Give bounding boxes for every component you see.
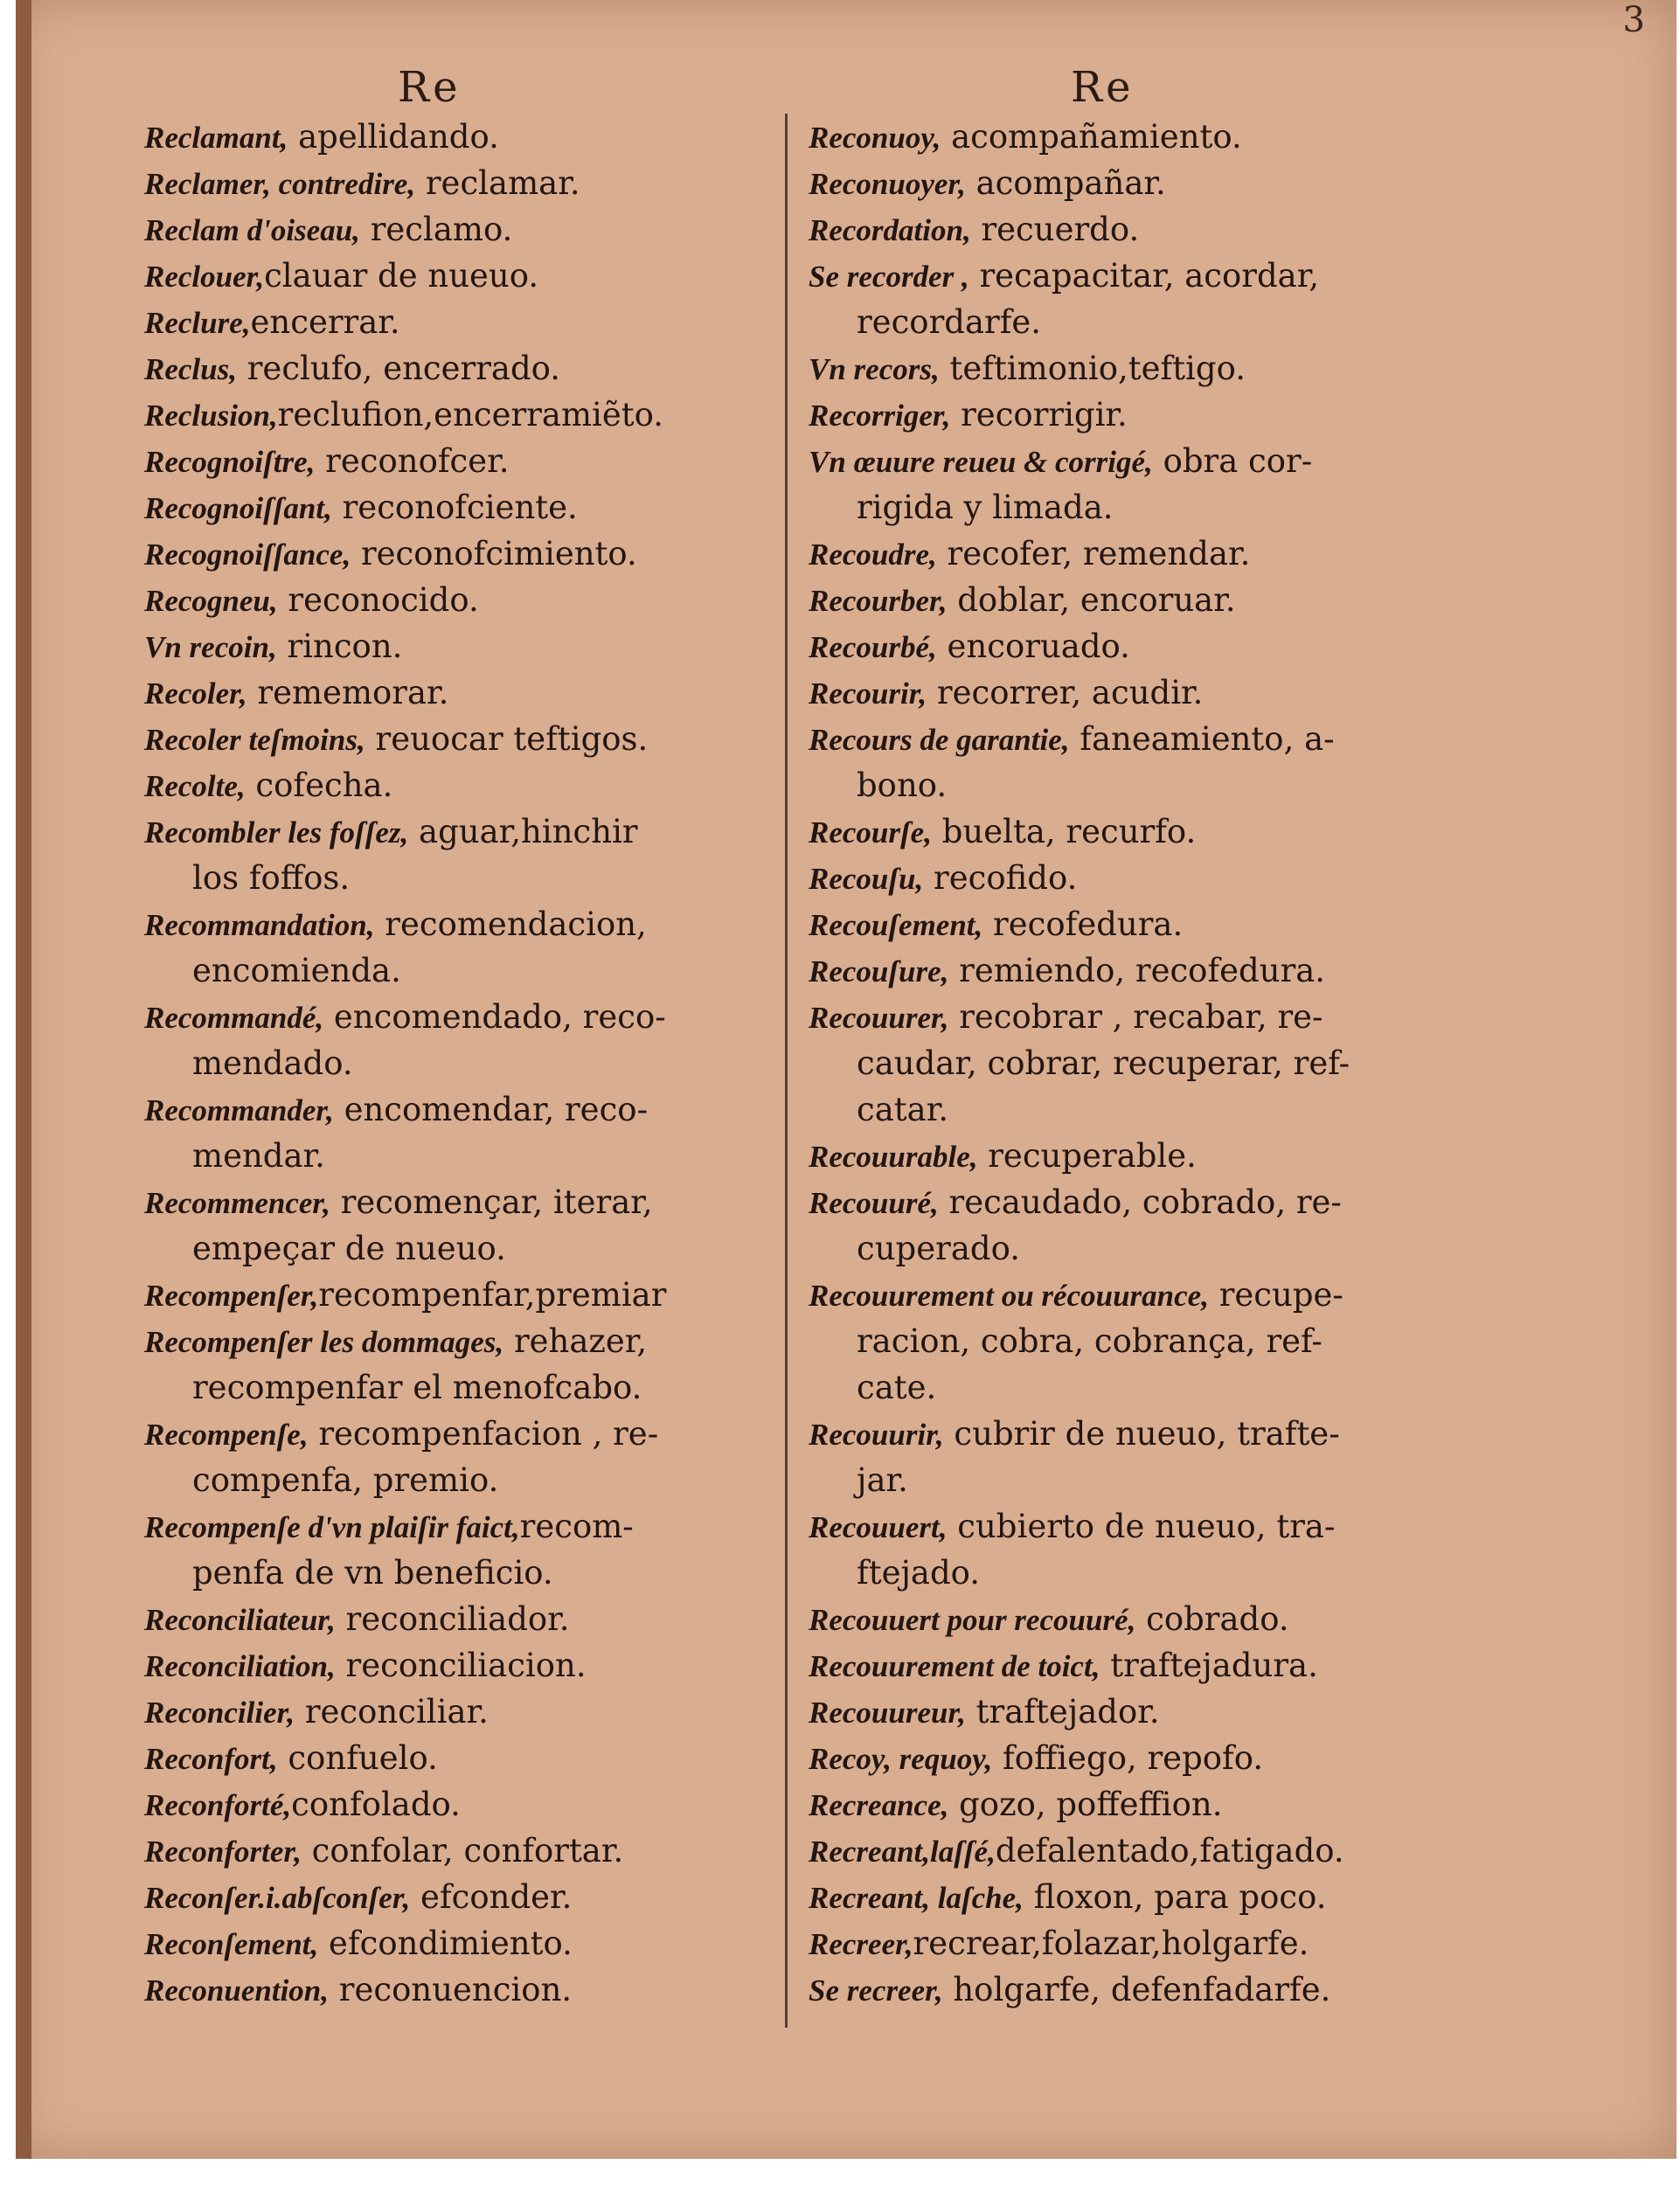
- definition: gozo, poffeffion.: [948, 1786, 1223, 1823]
- headword: Reconſement,: [144, 1927, 319, 1961]
- entry-text: cuperado.: [857, 1230, 1020, 1267]
- definition: confolado.: [291, 1786, 461, 1823]
- dictionary-entry: [809, 1411, 1473, 1457]
- definition: apellidando.: [288, 118, 499, 156]
- dictionary-entry: [144, 1874, 791, 1920]
- page-binding-edge: [16, 0, 31, 2159]
- headword: Reconuoyer,: [809, 167, 966, 201]
- definition: rincon.: [276, 628, 403, 665]
- dictionary-entry: [809, 1133, 1473, 1179]
- entry-continuation: [809, 1086, 1473, 1133]
- dictionary-entry: [809, 1828, 1473, 1874]
- dictionary-entry: [144, 577, 791, 623]
- dictionary-entry: [809, 1874, 1473, 1920]
- dictionary-entry: [144, 623, 791, 669]
- definition: clauar de nueuo.: [264, 257, 539, 295]
- entry-continuation: [144, 1550, 791, 1596]
- dictionary-entry: [144, 808, 791, 855]
- definition: recompenfacion , re-: [308, 1415, 659, 1453]
- headword: Recouurable,: [809, 1140, 978, 1174]
- definition: recofer, remendar.: [936, 535, 1251, 572]
- definition: defalentado,fatigado.: [995, 1832, 1344, 1869]
- dictionary-entry: [809, 1966, 1473, 2013]
- entry-text: rigida y limada.: [857, 489, 1114, 526]
- headword: Vn recors,: [809, 352, 940, 386]
- dictionary-entry: [809, 1781, 1473, 1828]
- definition: acompañamiento.: [941, 118, 1242, 156]
- entry-continuation: [809, 1040, 1473, 1086]
- definition: reconofcimiento.: [351, 535, 637, 572]
- right-entries: [809, 114, 1473, 2013]
- headword: Recouſure,: [809, 954, 949, 988]
- headword: Reclusion,: [144, 399, 278, 433]
- headword: Recolte,: [144, 769, 246, 803]
- headword: Reclure,: [144, 306, 251, 340]
- definition: recomençar, iterar,: [330, 1183, 653, 1221]
- definition: obra cor-: [1152, 442, 1313, 480]
- definition: recofido.: [923, 859, 1078, 897]
- headword: Recreance,: [809, 1788, 949, 1822]
- entry-continuation: [144, 1040, 791, 1086]
- headword: Recommandé,: [144, 1001, 324, 1035]
- dictionary-entry: [144, 1920, 791, 1966]
- headword: Recoudre,: [809, 538, 937, 572]
- headword: Recouſu,: [809, 862, 924, 896]
- headword: Recommandation,: [144, 908, 375, 942]
- headword: Vn recoin,: [144, 630, 277, 664]
- definition: floxon, para poco.: [1023, 1878, 1327, 1916]
- headword: Recoy, requoy,: [809, 1742, 993, 1776]
- entry-continuation: [809, 1318, 1473, 1364]
- dictionary-entry: [809, 669, 1473, 716]
- dictionary-entry: [809, 114, 1473, 160]
- dictionary-entry: [809, 994, 1473, 1040]
- definition: traftejadura.: [1100, 1647, 1318, 1684]
- entry-text: los foffos.: [192, 859, 351, 897]
- dictionary-entry: [144, 1179, 791, 1225]
- definition: cubierto de nueuo, tra-: [947, 1508, 1336, 1545]
- headword: Recognoiſſance,: [144, 538, 351, 572]
- dictionary-entry: [144, 762, 791, 808]
- headword: Recognoiſtre,: [144, 445, 316, 479]
- definition: reconuencion.: [329, 1971, 573, 2008]
- entry-text: mendar.: [192, 1137, 325, 1175]
- dictionary-entry: [144, 160, 791, 206]
- dictionary-entry: [144, 1272, 791, 1318]
- entry-continuation: [809, 762, 1473, 808]
- entry-text: ftejado.: [857, 1554, 981, 1592]
- definition: recuerdo.: [970, 211, 1140, 248]
- definition: recorrer, acudir.: [927, 674, 1204, 711]
- definition: doblar, encoruar.: [947, 581, 1236, 619]
- entry-text: penfa de vn beneficio.: [192, 1554, 553, 1592]
- headword: Reconuention,: [144, 1973, 330, 2008]
- dictionary-entry: [144, 901, 791, 947]
- entry-text: catar.: [857, 1091, 949, 1128]
- headword: Recourbé,: [809, 630, 937, 664]
- entry-text: bono.: [857, 766, 948, 804]
- definition: cofecha.: [245, 766, 393, 804]
- definition: reconciliar.: [295, 1693, 489, 1731]
- entry-continuation: [144, 855, 791, 901]
- dictionary-entry: [809, 1642, 1473, 1689]
- definition: reconocido.: [277, 581, 479, 619]
- dictionary-entry: [809, 206, 1473, 253]
- dictionary-entry: [809, 808, 1473, 855]
- dictionary-entry: [144, 1689, 791, 1735]
- definition: foffiego, repofo.: [992, 1739, 1264, 1777]
- dictionary-entry: [809, 716, 1473, 762]
- headword: Recreant,laſſé,: [809, 1835, 996, 1869]
- dictionary-entry: [809, 160, 1473, 206]
- headword: Recourſe,: [809, 815, 932, 850]
- entry-continuation: [144, 1364, 791, 1411]
- dictionary-entry: [809, 1596, 1473, 1642]
- dictionary-entry: [144, 1781, 791, 1828]
- headword: Recourir,: [809, 676, 927, 711]
- definition: recompenfar,premiar: [318, 1276, 667, 1314]
- entry-text: jar.: [857, 1461, 908, 1499]
- dictionary-entry: [809, 392, 1473, 438]
- dictionary-entry: [144, 716, 791, 762]
- entry-continuation: [144, 1457, 791, 1503]
- entry-continuation: [809, 484, 1473, 531]
- right-running-head: Re: [1071, 63, 1135, 112]
- headword: Recourber,: [809, 584, 948, 618]
- headword: Recouurer,: [809, 1001, 949, 1035]
- dictionary-entry: [809, 1179, 1473, 1225]
- dictionary-entry: [809, 855, 1473, 901]
- dictionary-entry: [809, 901, 1473, 947]
- entry-continuation: [809, 1550, 1473, 1596]
- definition: recobrar , recabar, re-: [948, 998, 1323, 1036]
- definition: faneamiento, a-: [1069, 720, 1335, 758]
- dictionary-entry: [809, 1920, 1473, 1966]
- headword: Recogneu,: [144, 584, 278, 618]
- definition: reclufo, encerrado.: [236, 350, 561, 387]
- entry-text: racion, cobra, cobrança, ref-: [857, 1322, 1322, 1360]
- dictionary-entry: [144, 1966, 791, 2013]
- dictionary-entry: [144, 438, 791, 484]
- entry-text: encomienda.: [192, 952, 401, 989]
- dictionary-entry: [809, 577, 1473, 623]
- headword: Se recreer,: [809, 1973, 943, 2008]
- entry-continuation: [809, 299, 1473, 345]
- dictionary-entry: [144, 1503, 791, 1550]
- dictionary-entry: [144, 1642, 791, 1689]
- dictionary-entry: [809, 1272, 1473, 1318]
- headword: Recognoiſſant,: [144, 491, 332, 525]
- headword: Reclouer,: [144, 260, 265, 294]
- headword: Recouuert pour recouuré,: [809, 1603, 1136, 1637]
- definition: encomendar, reco-: [333, 1091, 649, 1128]
- definition: confuelo.: [277, 1739, 438, 1777]
- entry-continuation: [144, 1133, 791, 1179]
- headword: Recouureur,: [809, 1696, 966, 1730]
- headword: Recouſement,: [809, 908, 983, 942]
- definition: holgarfe, defenfadarfe.: [942, 1971, 1331, 2008]
- definition: recrear,folazar,holgarfe.: [913, 1925, 1309, 1962]
- headword: Recommander,: [144, 1093, 334, 1127]
- headword: Reconfort,: [144, 1742, 278, 1776]
- headword: Recombler les foſſez,: [144, 815, 409, 850]
- dictionary-entry: [144, 1828, 791, 1874]
- dictionary-entry: [809, 1689, 1473, 1735]
- headword: Recoler teſmoins,: [144, 723, 365, 757]
- definition: encoruado.: [936, 628, 1130, 665]
- definition: aguar,hinchir: [408, 813, 638, 850]
- headword: Recours de garantie,: [809, 723, 1070, 757]
- entry-text: empeçar de nueuo.: [192, 1230, 506, 1267]
- entry-text: cate.: [857, 1369, 937, 1406]
- definition: cobrado.: [1135, 1600, 1289, 1638]
- headword: Recouurement de toict,: [809, 1649, 1100, 1683]
- headword: Recoler,: [144, 676, 247, 711]
- headword: Se recorder ,: [809, 260, 969, 294]
- definition: confolar, confortar.: [301, 1832, 624, 1869]
- headword: Recouurir,: [809, 1418, 944, 1452]
- headword: Reconuoy,: [809, 121, 941, 155]
- headword: Reconforter,: [144, 1835, 302, 1869]
- dictionary-entry: [144, 253, 791, 299]
- entry-text: recompenfar el menofcabo.: [192, 1369, 642, 1406]
- headword: Reconſer.i.abſconſer,: [144, 1881, 411, 1915]
- dictionary-entry: [144, 669, 791, 716]
- dictionary-entry: [144, 1735, 791, 1781]
- dictionary-entry: [144, 531, 791, 577]
- dictionary-entry: [809, 1503, 1473, 1550]
- headword: Recreant, laſche,: [809, 1881, 1024, 1915]
- headword: Recouuert,: [809, 1510, 948, 1544]
- left-running-head: Re: [398, 63, 462, 112]
- entry-continuation: [809, 1364, 1473, 1411]
- headword: Recorriger,: [809, 399, 951, 433]
- headword: Vn œuure reueu & corrigé,: [809, 445, 1153, 479]
- left-entries: [144, 114, 791, 2013]
- dictionary-entry: [144, 299, 791, 345]
- headword: Reconciliation,: [144, 1649, 336, 1683]
- headword: Recreer,: [809, 1927, 913, 1961]
- definition: recofedura.: [982, 905, 1184, 943]
- definition: recomendacion,: [374, 905, 647, 943]
- definition: recupe-: [1208, 1276, 1343, 1314]
- definition: efconder.: [410, 1878, 573, 1916]
- definition: reconofciente.: [331, 489, 578, 526]
- definition: rehazer,: [503, 1322, 648, 1360]
- entry-continuation: [144, 947, 791, 994]
- definition: reconciliador.: [335, 1600, 570, 1638]
- dictionary-entry: [144, 484, 791, 531]
- headword: Recordation,: [809, 213, 971, 247]
- definition: reclufion,encerramiẽto.: [277, 396, 664, 434]
- dictionary-entry: [809, 438, 1473, 484]
- dictionary-entry: [144, 1086, 791, 1133]
- definition: reclamo.: [359, 211, 513, 248]
- headword: Recompenſe,: [144, 1418, 309, 1452]
- definition: encerrar.: [250, 303, 400, 341]
- dictionary-entry: [809, 947, 1473, 994]
- definition: buelta, recurfo.: [931, 813, 1197, 850]
- definition: reconofcer.: [315, 442, 510, 480]
- dictionary-entry: [144, 994, 791, 1040]
- dictionary-entry: [144, 1411, 791, 1457]
- headword: Reconciliateur,: [144, 1603, 336, 1637]
- entry-text: compenfa, premio.: [192, 1461, 499, 1499]
- dictionary-entry: [144, 206, 791, 253]
- definition: reconciliacion.: [335, 1647, 587, 1684]
- definition: remiendo, recofedura.: [948, 952, 1326, 989]
- headword: Reconcilier,: [144, 1696, 295, 1730]
- dictionary-entry: [144, 1318, 791, 1364]
- headword: Recouuré,: [809, 1186, 939, 1220]
- headword: Reconforté,: [144, 1788, 292, 1822]
- entry-text: mendado.: [192, 1044, 353, 1082]
- definition: recorrigir.: [950, 396, 1128, 434]
- definition: reuocar teftigos.: [364, 720, 649, 758]
- dictionary-entry: [144, 345, 791, 392]
- headword: Recompenſer les dommages,: [144, 1325, 504, 1359]
- dictionary-entry: [809, 1735, 1473, 1781]
- entry-continuation: [809, 1225, 1473, 1272]
- entry-continuation: [144, 1225, 791, 1272]
- definition: rememorar.: [246, 674, 449, 711]
- dictionary-entry: [809, 531, 1473, 577]
- definition: efcondimiento.: [318, 1925, 573, 1962]
- headword: Recompenſe d'vn plaiſir faict,: [144, 1510, 520, 1544]
- dictionary-entry: [144, 1596, 791, 1642]
- page-number-mark: 3: [1622, 0, 1645, 40]
- headword: Reclam d'oiseau,: [144, 213, 360, 247]
- definition: traftejador.: [965, 1693, 1160, 1731]
- headword: Reclamer, contredire,: [144, 167, 416, 201]
- entry-text: caudar, cobrar, recuperar, ref-: [857, 1044, 1350, 1082]
- definition: recaudado, cobrado, re-: [938, 1183, 1342, 1221]
- headword: Recouurement ou récouurance,: [809, 1279, 1209, 1313]
- definition: cubrir de nueuo, trafte-: [943, 1415, 1340, 1453]
- headword: Reclamant,: [144, 121, 288, 155]
- entry-text: recordarfe.: [857, 303, 1042, 341]
- dictionary-entry: [809, 253, 1473, 299]
- definition: teftimonio,teftigo.: [939, 350, 1246, 387]
- headword: Recommencer,: [144, 1186, 330, 1220]
- definition: reclamar.: [415, 164, 580, 202]
- definition: acompañar.: [965, 164, 1166, 202]
- definition: recapacitar, acordar,: [968, 257, 1320, 295]
- definition: encomendado, reco-: [323, 998, 666, 1036]
- dictionary-entry: [809, 623, 1473, 669]
- dictionary-entry: [144, 392, 791, 438]
- definition: recom-: [519, 1508, 634, 1545]
- dictionary-entry: [144, 114, 791, 160]
- definition: recuperable.: [977, 1137, 1197, 1175]
- headword: Recompenſer,: [144, 1279, 319, 1313]
- entry-continuation: [809, 1457, 1473, 1503]
- dictionary-entry: [809, 345, 1473, 392]
- headword: Reclus,: [144, 352, 237, 386]
